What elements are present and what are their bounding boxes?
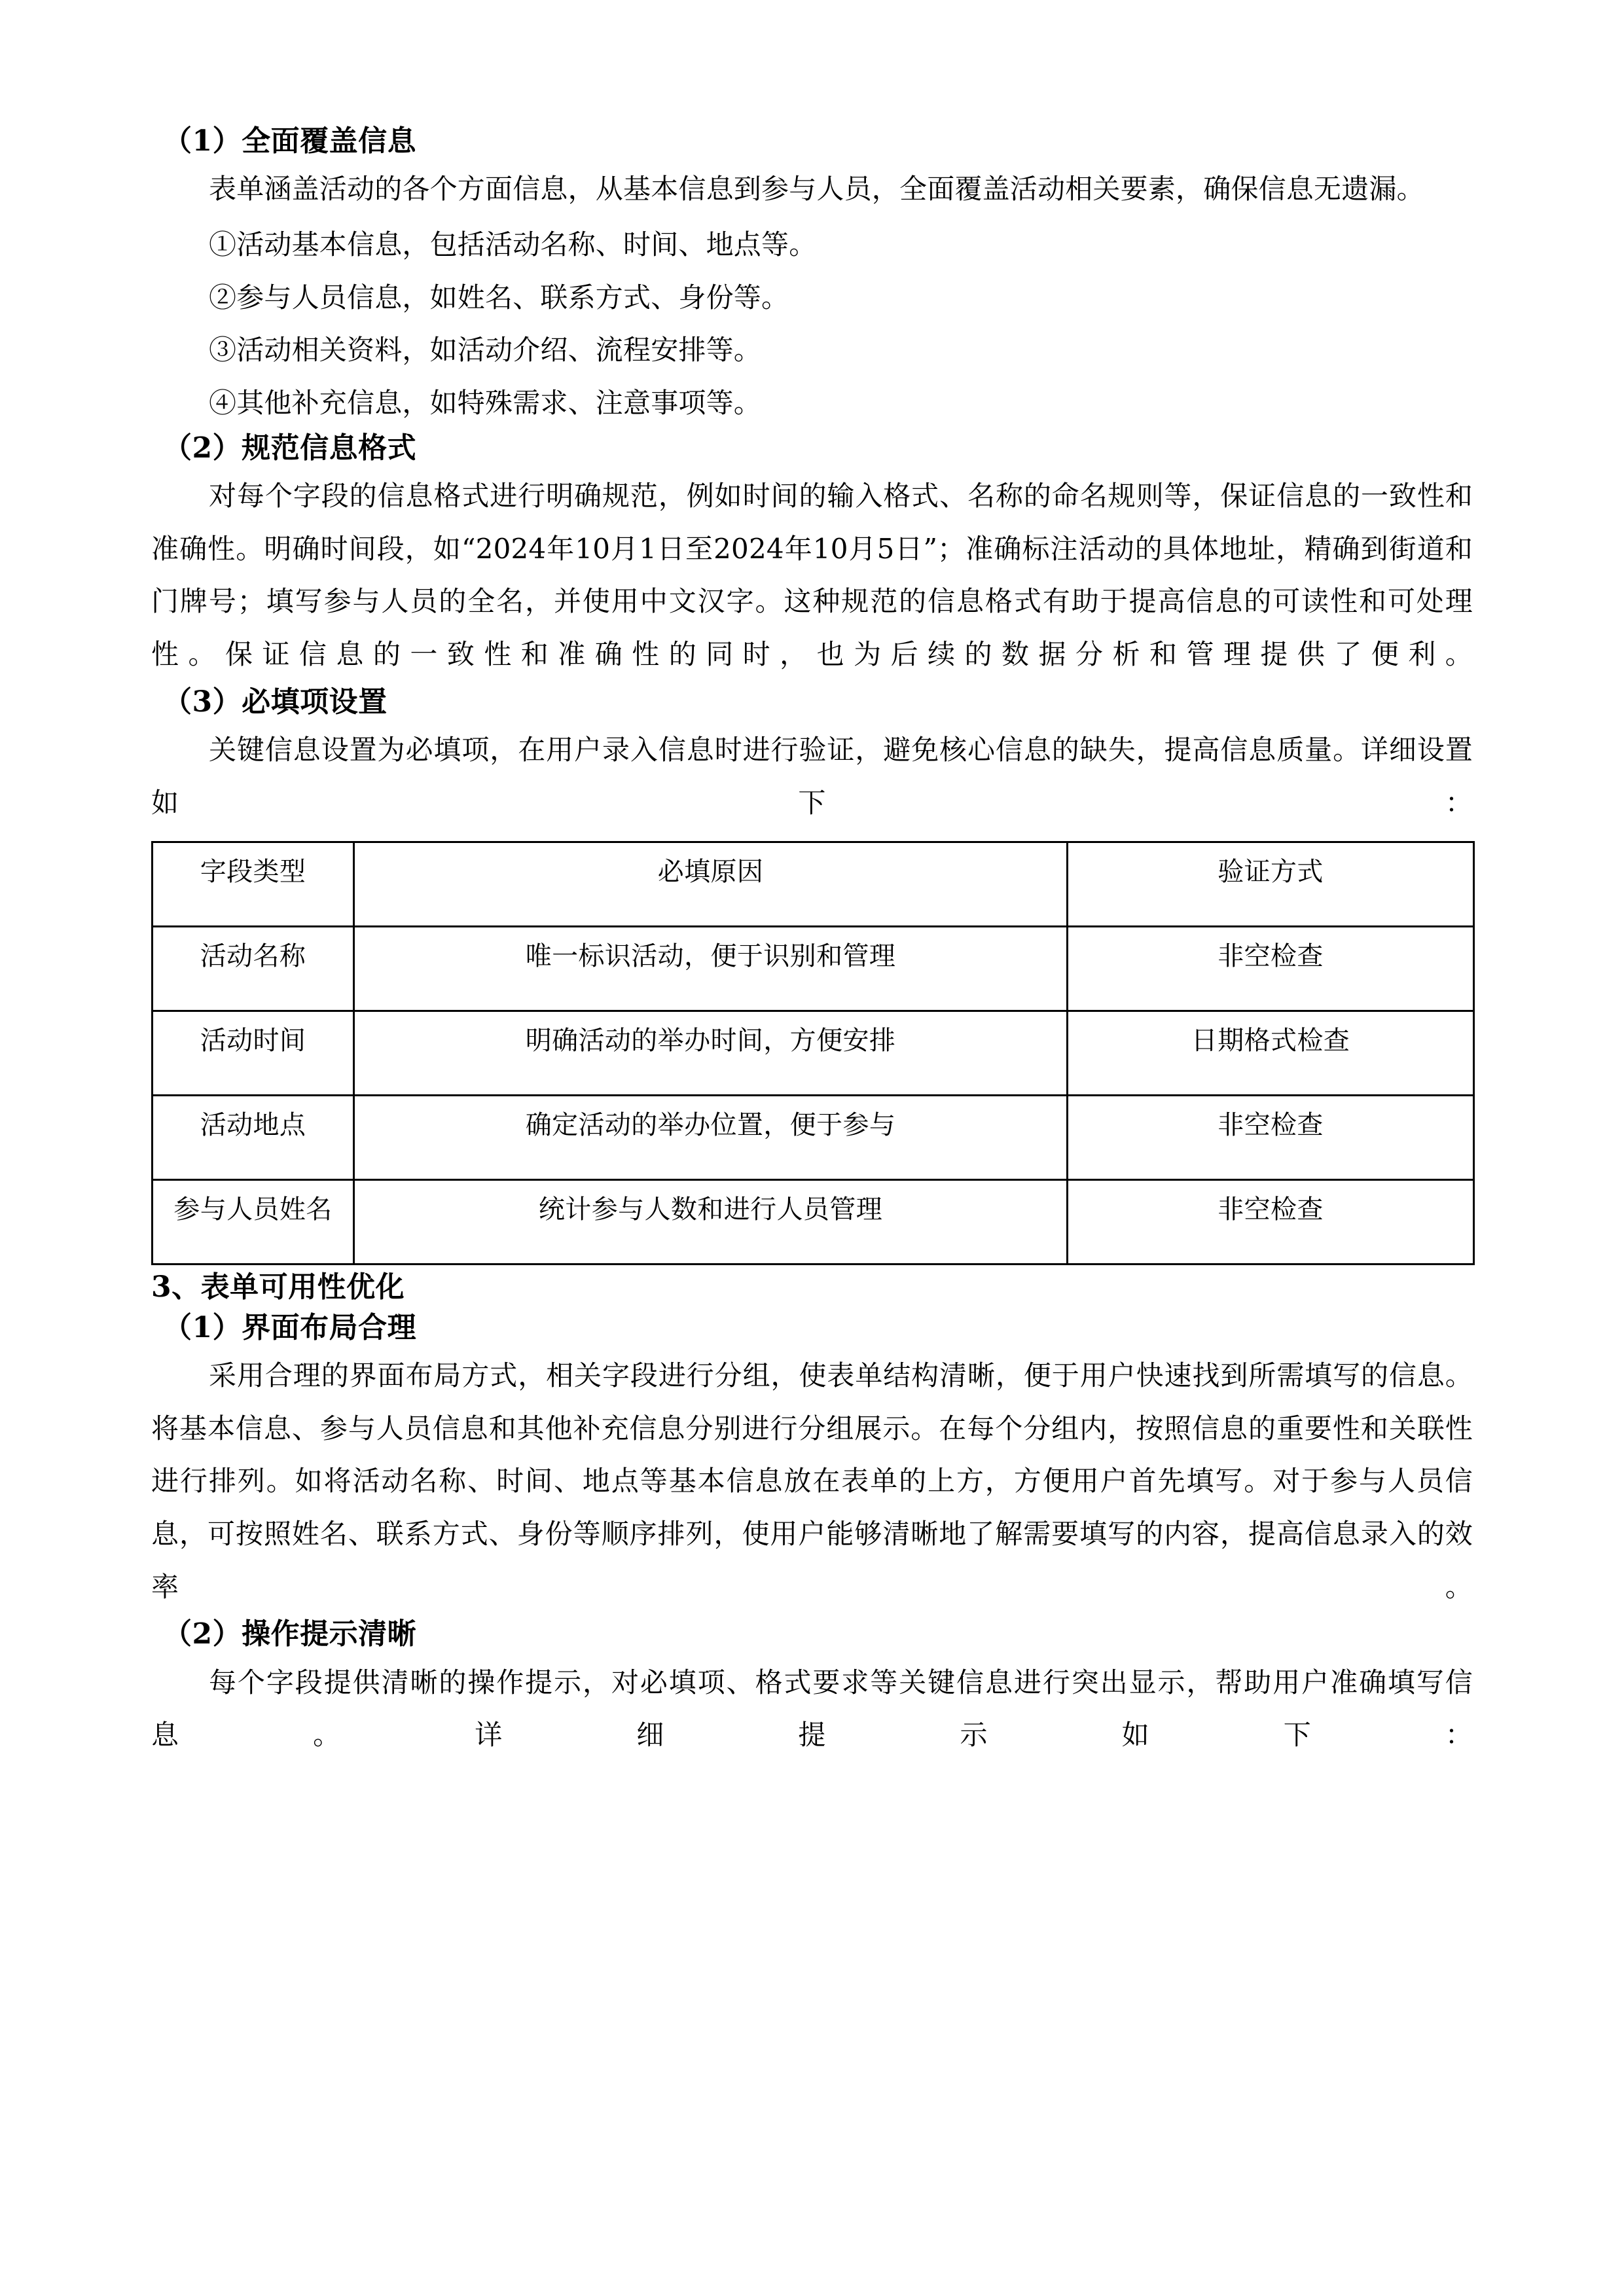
table-header-validation: 验证方式 [1068, 842, 1474, 927]
table-cell-reason: 唯一标识活动，便于识别和管理 [354, 927, 1068, 1011]
paragraph-standardized-format: 对每个字段的信息格式进行明确规范，例如时间的输入格式、名称的命名规则等，保证信息的一致性和准确性。明确时间段，如“2024年10月1日至2024年10月5日”；准确标注活动的具体地址，精确到街道和门牌号；填写参与人员的全名，并使用中文汉字。这种规范的信息格式有助于提高信息的可读性和可处理性。保证信息的一致性和准确性的同时，也为后续的数据分析和管理提供了便利。 [151, 480, 1473, 670]
table-cell-field-type: 参与人员姓名 [153, 1180, 354, 1265]
paragraph-full-coverage-info: 表单涵盖活动的各个方面信息，从基本信息到参与人员，全面覆盖活动相关要素，确保信息无遗漏。 [209, 173, 1424, 206]
paragraph-operation-hints-clear: 每个字段提供清晰的操作提示，对必填项、格式要求等关键信息进行突出显示，帮助用户准确填写信息。详细提示如下： [151, 1666, 1473, 1751]
list-item-supplementary-info: ④其他补充信息，如特殊需求、注意事项等。 [209, 386, 762, 419]
table-header-reason: 必填原因 [354, 842, 1068, 927]
table-cell-validation: 非空检查 [1068, 1180, 1474, 1265]
table-cell-reason: 统计参与人数和进行人员管理 [354, 1180, 1068, 1265]
heading-layout-reasonable: （1）界面布局合理 [163, 1310, 417, 1344]
heading-required-fields: （3）必填项设置 [163, 685, 388, 719]
table-cell-validation: 非空检查 [1068, 1096, 1474, 1180]
table-cell-validation: 非空检查 [1068, 927, 1474, 1011]
table-row [153, 927, 1474, 1011]
table-cell-field-type: 活动名称 [153, 927, 354, 1011]
heading-standardized-format: （2）规范信息格式 [163, 431, 417, 465]
table-row [153, 1096, 1474, 1180]
table-row [153, 1180, 1474, 1265]
list-item-basic-info: ①活动基本信息，包括活动名称、时间、地点等。 [209, 228, 817, 261]
table-header-row [153, 842, 1474, 927]
table-row [153, 1011, 1474, 1096]
table-header-field-type: 字段类型 [153, 842, 354, 927]
table-cell-field-type: 活动时间 [153, 1011, 354, 1096]
heading-full-coverage-info: （1）全面覆盖信息 [163, 124, 417, 158]
list-item-participant-info: ②参与人员信息，如姓名、联系方式、身份等。 [209, 281, 789, 314]
table-cell-validation: 日期格式检查 [1068, 1011, 1474, 1096]
paragraph-required-fields: 关键信息设置为必填项，在用户录入信息时进行验证，避免核心信息的缺失，提高信息质量。详细设置如下： [151, 733, 1473, 819]
required-fields-table [151, 841, 1475, 1265]
table-cell-field-type: 活动地点 [153, 1096, 354, 1180]
paragraph-layout-reasonable: 采用合理的界面布局方式，相关字段进行分组，使表单结构清晰，便于用户快速找到所需填写的信息。将基本信息、参与人员信息和其他补充信息分别进行分组展示。在每个分组内，按照信息的重要性和关联性进行排列。如将活动名称、时间、地点等基本信息放在表单的上方，方便用户首先填写。对于参与人员信息，可按照姓名、联系方式、身份等顺序排列，使用户能够清晰地了解需要填写的内容，提高信息录入的效率。 [151, 1359, 1473, 1603]
heading-operation-hints-clear: （2）操作提示清晰 [163, 1617, 417, 1651]
table-cell-reason: 确定活动的举办位置，便于参与 [354, 1096, 1068, 1180]
list-item-activity-materials: ③活动相关资料，如活动介绍、流程安排等。 [209, 334, 762, 367]
page-content [151, 123, 1473, 1762]
heading-form-usability-optimization: 3、表单可用性优化 [151, 1270, 405, 1304]
table-cell-reason: 明确活动的举办时间，方便安排 [354, 1011, 1068, 1096]
